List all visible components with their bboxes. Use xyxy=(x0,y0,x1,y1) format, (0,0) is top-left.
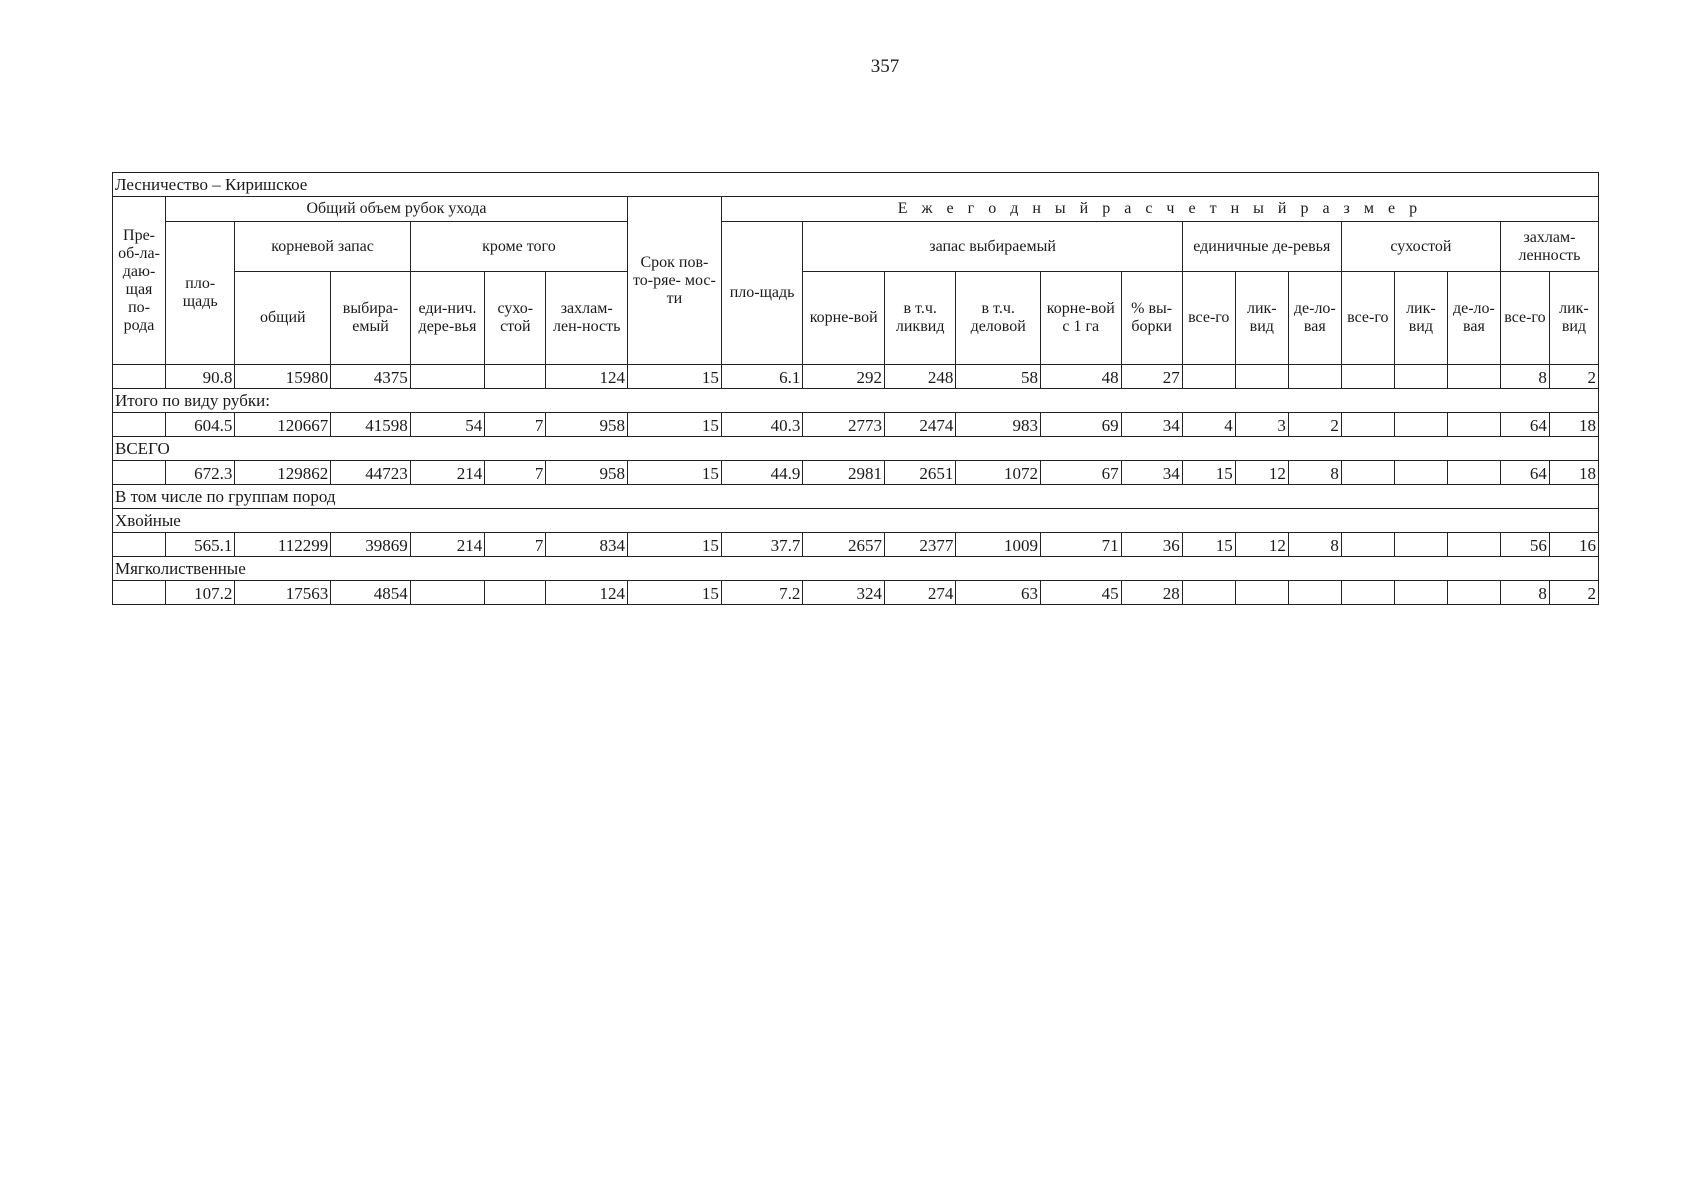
table-cell xyxy=(1235,365,1288,389)
header-single: еди-нич. дере-вья xyxy=(410,272,484,365)
table-cell xyxy=(1447,581,1500,605)
table-cell: 45 xyxy=(1041,581,1122,605)
table-cell: 6.1 xyxy=(721,365,803,389)
table-cell xyxy=(1235,581,1288,605)
header-root: корне-вой xyxy=(803,272,885,365)
table-cell xyxy=(485,581,546,605)
table-cell: 120667 xyxy=(235,413,331,437)
table-row xyxy=(113,365,1599,389)
table-cell xyxy=(1182,365,1235,389)
table-cell xyxy=(1341,365,1394,389)
table-cell: 672.3 xyxy=(166,461,235,485)
table-cell: 4 xyxy=(1182,413,1235,437)
header-single-business: де-ло-вая xyxy=(1288,272,1341,365)
table-cell xyxy=(1341,533,1394,557)
table-cell: 1009 xyxy=(956,533,1041,557)
table-cell: 7 xyxy=(485,533,546,557)
table-cell: 48 xyxy=(1041,365,1122,389)
table-cell: 56 xyxy=(1500,533,1549,557)
table-cell: 2657 xyxy=(803,533,885,557)
table-cell: 958 xyxy=(546,413,628,437)
header-incl-business: в т.ч. деловой xyxy=(956,272,1041,365)
table-cell: 17563 xyxy=(235,581,331,605)
table-cell: 565.1 xyxy=(166,533,235,557)
header-single-total: все-го xyxy=(1182,272,1235,365)
table-row xyxy=(113,413,1599,437)
table-cell: 2377 xyxy=(884,533,955,557)
table-cell xyxy=(113,365,166,389)
header-single-trees: единичные де-ревья xyxy=(1182,222,1341,272)
table-cell: 107.2 xyxy=(166,581,235,605)
table-cell xyxy=(1394,413,1447,437)
table-cell: 214 xyxy=(410,533,484,557)
table-cell xyxy=(1447,533,1500,557)
header-besides: кроме того xyxy=(410,222,627,272)
table-cell: 54 xyxy=(410,413,484,437)
table-cell: 44.9 xyxy=(721,461,803,485)
header-clutter-sub: захлам-лен-ность xyxy=(546,272,628,365)
header-clutter-total: все-го xyxy=(1500,272,1549,365)
header-species: Пре-об-ла-даю-щая по-рода xyxy=(113,197,166,365)
table-cell: 129862 xyxy=(235,461,331,485)
table-cell: 4854 xyxy=(331,581,411,605)
table-cell xyxy=(410,581,484,605)
header-root-total: общий xyxy=(235,272,331,365)
table-cell: 292 xyxy=(803,365,885,389)
header-repeat-period: Срок пов- то-ряе- мос-ти xyxy=(627,197,721,365)
table-row xyxy=(113,461,1599,485)
table-cell: 2 xyxy=(1549,581,1598,605)
table-cell: 2 xyxy=(1288,413,1341,437)
table-cell: 8 xyxy=(1500,365,1549,389)
table-cell: 3 xyxy=(1235,413,1288,437)
section-row xyxy=(113,389,1599,413)
table-cell: 7.2 xyxy=(721,581,803,605)
table-cell: 69 xyxy=(1041,413,1122,437)
table-cell: 8 xyxy=(1288,533,1341,557)
table-cell: 71 xyxy=(1041,533,1122,557)
table-cell: 7 xyxy=(485,461,546,485)
table-cell: 15 xyxy=(627,365,721,389)
table-cell: 124 xyxy=(546,581,628,605)
table-cell: 40.3 xyxy=(721,413,803,437)
table-row xyxy=(113,533,1599,557)
table-cell: 274 xyxy=(884,581,955,605)
header-root-stock: корневой запас xyxy=(235,222,410,272)
header-deadwood: сухостой xyxy=(1341,222,1500,272)
section-row xyxy=(113,557,1599,581)
section-label: В том числе по группам пород xyxy=(113,485,1599,509)
section-label: Итого по виду рубки: xyxy=(113,389,1599,413)
table-cell: 2651 xyxy=(884,461,955,485)
table-cell: 112299 xyxy=(235,533,331,557)
page-number: 357 xyxy=(870,56,900,77)
table-cell: 12 xyxy=(1235,461,1288,485)
table-cell xyxy=(1447,461,1500,485)
table-cell: 18 xyxy=(1549,413,1598,437)
table-cell xyxy=(1288,581,1341,605)
table-cell xyxy=(410,365,484,389)
header-dead-liquid: лик-вид xyxy=(1394,272,1447,365)
table-cell xyxy=(113,413,166,437)
table-cell xyxy=(485,365,546,389)
table-cell: 15 xyxy=(1182,461,1235,485)
table-cell: 37.7 xyxy=(721,533,803,557)
table-cell xyxy=(1447,413,1500,437)
table-cell: 2 xyxy=(1549,365,1598,389)
table-cell xyxy=(1288,365,1341,389)
table-cell: 34 xyxy=(1121,413,1182,437)
table-cell: 90.8 xyxy=(166,365,235,389)
table-cell xyxy=(1394,581,1447,605)
table-cell: 124 xyxy=(546,365,628,389)
header-root-per-ha: корне-вой с 1 га xyxy=(1041,272,1122,365)
forestry-table xyxy=(112,172,1599,605)
table-cell: 18 xyxy=(1549,461,1598,485)
section-label: Хвойные xyxy=(113,509,1599,533)
table-cell: 15 xyxy=(627,581,721,605)
table-cell: 64 xyxy=(1500,461,1549,485)
table-cell: 28 xyxy=(1121,581,1182,605)
table-cell: 15980 xyxy=(235,365,331,389)
header-incl-liquid: в т.ч. ликвид xyxy=(884,272,955,365)
table-cell: 34 xyxy=(1121,461,1182,485)
header-annual-group: Е ж е г о д н ы й р а с ч е т н ы й р а з м е р xyxy=(721,197,1598,222)
table-cell xyxy=(1394,461,1447,485)
table-cell: 15 xyxy=(627,461,721,485)
table-cell: 67 xyxy=(1041,461,1122,485)
table-cell: 324 xyxy=(803,581,885,605)
table-cell xyxy=(1182,581,1235,605)
header-total-group: Общий объем рубок ухода xyxy=(166,197,628,222)
table-cell: 834 xyxy=(546,533,628,557)
section-label: Мягколиственные xyxy=(113,557,1599,581)
table-cell: 4375 xyxy=(331,365,411,389)
table-title: Лесничество – Киришское xyxy=(113,173,1599,197)
header-dead-business: де-ло-вая xyxy=(1447,272,1500,365)
table-cell: 8 xyxy=(1288,461,1341,485)
table-cell: 958 xyxy=(546,461,628,485)
table-cell: 15 xyxy=(627,413,721,437)
table-cell: 2981 xyxy=(803,461,885,485)
header-dead: сухо-стой xyxy=(485,272,546,365)
table-cell: 39869 xyxy=(331,533,411,557)
table-cell xyxy=(1341,581,1394,605)
table-cell: 1072 xyxy=(956,461,1041,485)
table-cell: 248 xyxy=(884,365,955,389)
table-cell xyxy=(1341,413,1394,437)
table-cell xyxy=(113,461,166,485)
table-cell: 41598 xyxy=(331,413,411,437)
table-cell: 15 xyxy=(1182,533,1235,557)
table-cell: 36 xyxy=(1121,533,1182,557)
section-row xyxy=(113,485,1599,509)
header-pct-selection: % вы-борки xyxy=(1121,272,1182,365)
table-cell: 2773 xyxy=(803,413,885,437)
header-clutter: захлам-ленность xyxy=(1500,222,1598,272)
table-cell: 7 xyxy=(485,413,546,437)
section-row xyxy=(113,509,1599,533)
table-cell: 15 xyxy=(627,533,721,557)
header-single-liquid: лик-вид xyxy=(1235,272,1288,365)
header-selected-stock: запас выбираемый xyxy=(803,222,1182,272)
table-cell: 12 xyxy=(1235,533,1288,557)
header-annual-area: пло-щадь xyxy=(721,222,803,365)
table-body xyxy=(113,365,1599,605)
table-cell: 27 xyxy=(1121,365,1182,389)
table-cell: 8 xyxy=(1500,581,1549,605)
section-row xyxy=(113,437,1599,461)
header-area: пло-щадь xyxy=(166,222,235,365)
table-cell: 64 xyxy=(1500,413,1549,437)
forestry-table-container xyxy=(112,172,1599,605)
table-cell xyxy=(1394,365,1447,389)
table-row xyxy=(113,581,1599,605)
table-cell: 214 xyxy=(410,461,484,485)
table-cell: 983 xyxy=(956,413,1041,437)
section-label: ВСЕГО xyxy=(113,437,1599,461)
header-root-selected: выбира-емый xyxy=(331,272,411,365)
table-cell: 2474 xyxy=(884,413,955,437)
table-cell: 16 xyxy=(1549,533,1598,557)
table-cell xyxy=(113,533,166,557)
table-cell: 44723 xyxy=(331,461,411,485)
table-cell xyxy=(1341,461,1394,485)
table-cell xyxy=(1447,365,1500,389)
table-cell: 604.5 xyxy=(166,413,235,437)
header-dead-total: все-го xyxy=(1341,272,1394,365)
table-cell xyxy=(113,581,166,605)
header-clutter-liquid: лик-вид xyxy=(1549,272,1598,365)
table-cell xyxy=(1394,533,1447,557)
table-cell: 58 xyxy=(956,365,1041,389)
table-cell: 63 xyxy=(956,581,1041,605)
